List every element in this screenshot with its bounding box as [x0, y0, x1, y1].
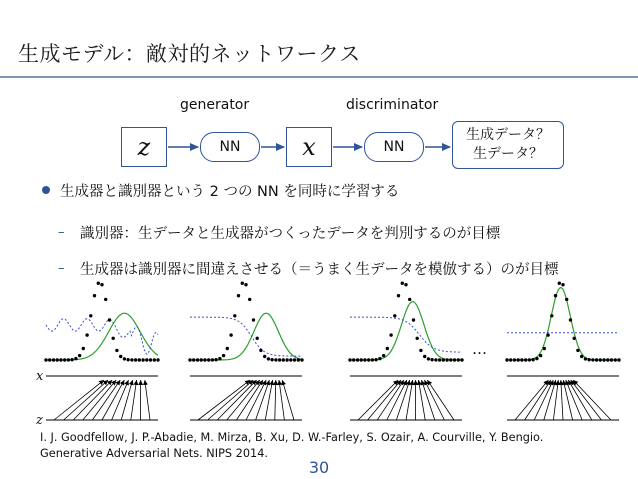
data-distribution-dot [412, 318, 415, 321]
data-distribution-dot [445, 358, 448, 361]
generator-distribution-curve [190, 313, 302, 360]
z-to-x-mapping-arrow [131, 380, 137, 420]
z-to-x-mapping-arrow [525, 380, 551, 420]
z-to-x-mapping-arrow [64, 380, 109, 420]
z-to-x-mapping-arrow [422, 380, 435, 420]
data-distribution-dot [453, 358, 456, 361]
z-to-x-mapping-arrow [419, 380, 426, 420]
data-distribution-dot [123, 357, 126, 360]
data-distribution-dot [108, 318, 111, 321]
data-distribution-dot [550, 314, 553, 317]
data-distribution-dot [442, 358, 445, 361]
data-distribution-dot [67, 358, 70, 361]
data-distribution-dot [289, 358, 292, 361]
data-distribution-dot [259, 349, 262, 352]
data-distribution-dot [89, 314, 92, 317]
data-distribution-dot [565, 298, 568, 301]
data-distribution-dot [78, 354, 81, 357]
discriminator-curve [350, 317, 462, 352]
data-distribution-dot [546, 333, 549, 336]
data-distribution-dot [348, 358, 351, 361]
discriminator-curve [190, 317, 302, 356]
discriminator-label: discriminator [346, 97, 439, 113]
reference-line-1: I. J. Goodfellow, J. P.-Abadie, M. Mirza, B. Xu, D. W.-Farley, S. Ozair, A. Courville, Y. Bengio. [40, 431, 544, 444]
bullet-main: 生成器と識別器という 2 つの NN を同時に学習する [60, 184, 400, 200]
data-distribution-dot [282, 358, 285, 361]
sub-bullet-generator: 生成器は識別器に間違えさせる（＝うまく生データを模倣する）のが目標 [80, 262, 559, 278]
data-distribution-dot [237, 294, 240, 297]
generator-distribution-curve [507, 288, 619, 361]
data-distribution-dot [248, 298, 251, 301]
data-distribution-dot [374, 358, 377, 361]
data-distribution-dot [382, 354, 385, 357]
data-distribution-dot [554, 294, 557, 297]
sub-bullet-dash-1: – [58, 225, 65, 240]
data-distribution-dot [218, 357, 221, 360]
data-distribution-dot [200, 358, 203, 361]
generator-distribution-curve [46, 313, 158, 360]
data-distribution-dot [427, 357, 430, 360]
data-distribution-dot [85, 333, 88, 336]
sub-bullet-discriminator: 識別器：生データと生成器がつくったデータを判別するのが目標 [80, 226, 501, 242]
z-to-x-mapping-arrow [145, 380, 150, 420]
data-distribution-dot [509, 358, 512, 361]
data-distribution-dot [602, 358, 605, 361]
z-to-x-mapping-arrow [573, 380, 611, 420]
data-distribution-dot [59, 358, 62, 361]
data-distribution-dot [576, 349, 579, 352]
data-distribution-dot [505, 358, 508, 361]
z-to-x-mapping-arrow [368, 380, 402, 420]
data-distribution-dot [524, 358, 527, 361]
data-distribution-dot [513, 358, 516, 361]
output-line-generated: 生成データ？ [466, 127, 550, 143]
reference-line-2: Generative Adversarial Nets. NIPS 2014. [40, 447, 268, 460]
data-distribution-dot [606, 358, 609, 361]
data-distribution-dot [397, 294, 400, 297]
data-distribution-dot [449, 358, 452, 361]
generator-distribution-curve [350, 302, 462, 360]
data-distribution-dot [610, 358, 613, 361]
data-distribution-dot [535, 357, 538, 360]
data-distribution-dot [285, 358, 288, 361]
data-distribution-dot [404, 283, 407, 286]
data-distribution-dot [112, 337, 115, 340]
data-distribution-dot [138, 358, 141, 361]
z-to-x-mapping-arrow [275, 380, 276, 420]
data-distribution-dot [539, 354, 542, 357]
z-to-x-mapping-arrow [246, 380, 266, 420]
data-distribution-dot [614, 358, 617, 361]
data-distribution-dot [203, 358, 206, 361]
data-distribution-dot [558, 282, 561, 285]
data-distribution-dot [256, 337, 259, 340]
z-to-x-mapping-arrow [236, 380, 263, 420]
data-distribution-dot [130, 358, 133, 361]
data-distribution-dot [233, 314, 236, 317]
discriminator-nn-label: NN [383, 139, 405, 155]
z-to-x-mapping-arrow [561, 380, 563, 420]
z-to-x-mapping-arrow [265, 380, 272, 420]
data-distribution-dot [595, 358, 598, 361]
data-distribution-dot [222, 354, 225, 357]
data-distribution-dot [528, 358, 531, 361]
data-distribution-dot [153, 358, 156, 361]
data-distribution-dot [531, 358, 534, 361]
data-distribution-dot [241, 282, 244, 285]
data-distribution-dot [244, 283, 247, 286]
data-distribution-dot [119, 355, 122, 358]
data-distribution-dot [591, 358, 594, 361]
data-distribution-dot [367, 358, 370, 361]
data-distribution-dot [352, 358, 355, 361]
data-distribution-dot [156, 358, 159, 361]
data-distribution-dot [263, 355, 266, 358]
data-distribution-dot [580, 355, 583, 358]
data-distribution-dot [393, 314, 396, 317]
z-to-x-mapping-arrow [406, 380, 413, 420]
data-distribution-dot [196, 358, 199, 361]
data-distribution-dot [416, 337, 419, 340]
data-distribution-dot [141, 358, 144, 361]
data-distribution-dot [423, 355, 426, 358]
data-distribution-dot [252, 318, 255, 321]
data-distribution-dot [573, 337, 576, 340]
data-distribution-dot [434, 358, 437, 361]
data-distribution-dot [587, 358, 590, 361]
data-distribution-dot [584, 357, 587, 360]
data-distribution-dot [70, 358, 73, 361]
z-to-x-mapping-arrow [424, 380, 444, 420]
z-symbol: z [137, 133, 151, 161]
data-distribution-dot [52, 358, 55, 361]
data-distribution-dot [457, 358, 460, 361]
data-distribution-dot [274, 358, 277, 361]
data-distribution-dot [145, 358, 148, 361]
data-distribution-dot [192, 358, 195, 361]
data-distribution-dot [389, 333, 392, 336]
z-to-x-mapping-arrow [387, 380, 407, 420]
data-distribution-dot [48, 358, 51, 361]
data-distribution-dot [408, 298, 411, 301]
data-distribution-dot [543, 347, 546, 350]
z-to-x-mapping-arrow [217, 380, 256, 420]
data-distribution-dot [378, 357, 381, 360]
z-to-x-mapping-arrow [571, 380, 602, 420]
data-distribution-dot [599, 358, 602, 361]
data-distribution-dot [270, 358, 273, 361]
discriminator-curve [46, 319, 158, 355]
data-distribution-dot [188, 358, 191, 361]
data-distribution-dot [297, 358, 300, 361]
z-to-x-mapping-arrow [83, 380, 116, 420]
data-distribution-dot [386, 347, 389, 350]
data-distribution-dot [293, 358, 296, 361]
z-to-x-mapping-arrow [198, 380, 250, 420]
ellipsis: … [472, 340, 487, 358]
z-to-x-mapping-arrow [256, 380, 270, 420]
data-distribution-dot [371, 358, 374, 361]
data-distribution-dot [44, 358, 47, 361]
data-distribution-dot [267, 357, 270, 360]
z-to-x-mapping-arrow [227, 380, 260, 420]
generator-label: generator [180, 97, 250, 113]
data-distribution-dot [74, 357, 77, 360]
data-distribution-dot [438, 358, 441, 361]
z-to-x-mapping-arrow [396, 380, 409, 420]
data-distribution-dot [100, 283, 103, 286]
x-symbol: x [302, 133, 316, 161]
x-axis-label: x [36, 369, 44, 384]
data-distribution-dot [56, 358, 59, 361]
generator-nn-label: NN [219, 139, 241, 155]
data-distribution-dot [214, 358, 217, 361]
data-distribution-dot [356, 358, 359, 361]
data-distribution-dot [115, 349, 118, 352]
gan-training-panels [44, 282, 620, 421]
z-to-x-mapping-arrow [358, 380, 398, 420]
data-distribution-dot [360, 358, 363, 361]
data-distribution-dot [569, 318, 572, 321]
data-distribution-dot [97, 282, 100, 285]
data-distribution-dot [617, 358, 620, 361]
z-to-x-mapping-arrow [102, 380, 124, 420]
data-distribution-dot [82, 347, 85, 350]
data-distribution-dot [419, 349, 422, 352]
data-distribution-dot [517, 358, 520, 361]
sub-bullet-dash-2: – [58, 261, 65, 276]
z-axis-label: z [36, 413, 43, 428]
data-distribution-dot [126, 358, 129, 361]
data-distribution-dot [63, 358, 66, 361]
z-to-x-mapping-arrow [112, 380, 129, 420]
data-distribution-dot [104, 298, 107, 301]
z-to-x-mapping-arrow [121, 380, 132, 420]
slide-title: 生成モデル：敵対的ネットワークス [18, 42, 361, 66]
data-distribution-dot [278, 358, 281, 361]
data-distribution-dot [93, 294, 96, 297]
data-distribution-dot [401, 282, 404, 285]
data-distribution-dot [211, 358, 214, 361]
z-to-x-mapping-arrow [377, 380, 404, 420]
z-to-x-mapping-arrow [208, 380, 254, 420]
output-line-real: 生データ？ [473, 146, 543, 162]
data-distribution-dot [300, 358, 303, 361]
data-distribution-dot [226, 347, 229, 350]
data-distribution-dot [460, 358, 463, 361]
page-number: 30 [308, 458, 330, 477]
data-distribution-dot [149, 358, 152, 361]
data-distribution-dot [207, 358, 210, 361]
data-distribution-dot [520, 358, 523, 361]
z-to-x-mapping-arrow [427, 380, 454, 420]
data-distribution-dot [229, 333, 232, 336]
data-distribution-dot [363, 358, 366, 361]
data-distribution-dot [134, 358, 137, 361]
data-distribution-dot [561, 283, 564, 286]
data-distribution-dot [430, 358, 433, 361]
